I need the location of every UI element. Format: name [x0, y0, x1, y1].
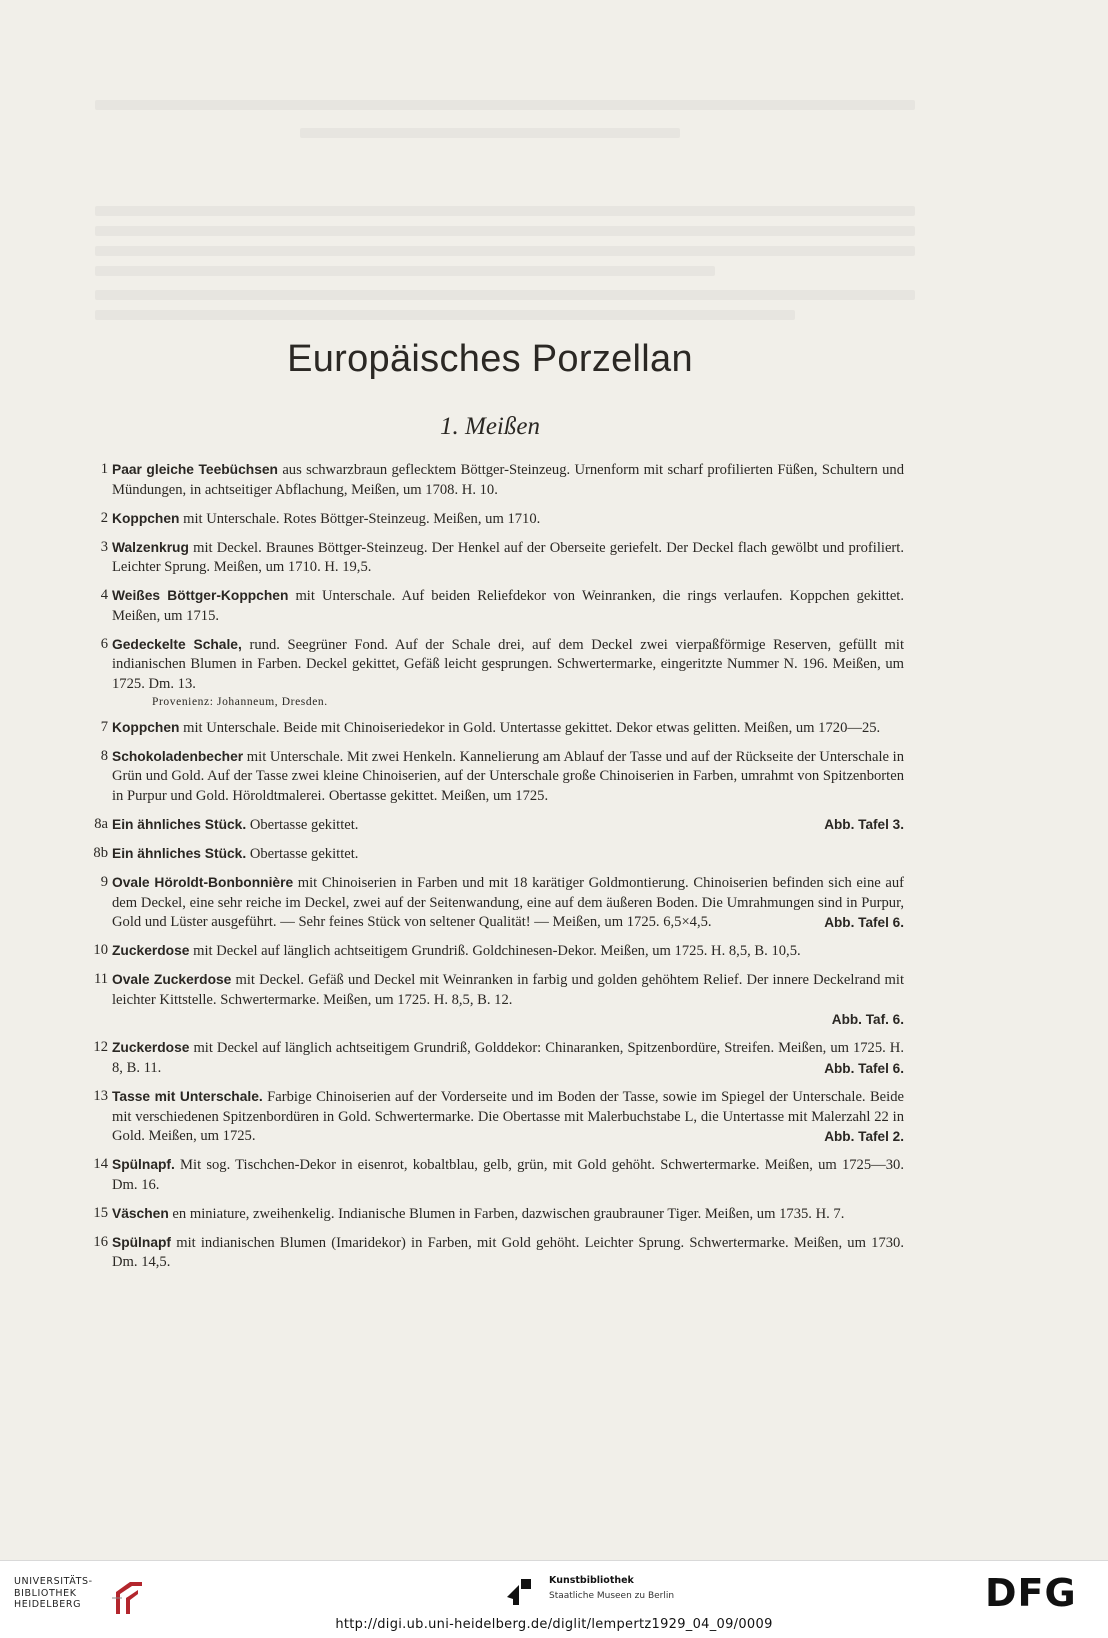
bleed-through [95, 226, 915, 236]
bleed-through [95, 290, 915, 300]
entry-number: 2 [100, 509, 108, 526]
bleed-through [300, 128, 680, 138]
entry-number: 11 [93, 971, 108, 988]
entry-number: 8a [94, 816, 108, 833]
entry-number: 14 [93, 1156, 108, 1173]
entry-description: aus schwarzbraun geflecktem Böttger-Steinzeug. Urnenform mit scharf profilierten Füßen, Schultern und Mündungen, in achtseitiger Abflachung, Meißen, um 1708. H. 10. [112, 462, 905, 498]
catalog-entry [86, 844, 904, 865]
plate-reference: Abb. Tafel 3. [824, 817, 904, 833]
entry-number: 9 [100, 874, 108, 891]
entry-description: mit Unterschale. Rotes Böttger-Steinzeug. Meißen, um 1710. [179, 510, 541, 527]
entry-number: 12 [93, 1039, 108, 1056]
catalog-entry [86, 635, 904, 710]
entry-heading: Weißes Böttger-Koppchen [112, 588, 289, 604]
entry-description: mit Deckel auf länglich achtseitigem Grundriß. Goldchinesen-Dekor. Meißen, um 1725. H. 8,5, B. 10,5. [189, 943, 801, 960]
entry-heading: Ein ähnliches Stück. [112, 846, 247, 862]
bleed-through [95, 100, 915, 110]
entry-number: 15 [93, 1204, 108, 1221]
catalog-entry [86, 941, 904, 962]
entry-heading: Spülnapf. [112, 1157, 175, 1173]
entry-heading: Spülnapf [112, 1234, 172, 1250]
catalog-entry [86, 1204, 904, 1225]
entry-heading: Paar gleiche Teebüchsen [112, 462, 278, 477]
entry-number: 13 [93, 1087, 108, 1104]
entry-heading: Schokoladenbecher [112, 748, 244, 764]
plate-reference: Abb. Tafel 6. [824, 1060, 904, 1076]
entry-heading: Walzenkrug [112, 539, 189, 555]
catalog-entry [86, 586, 904, 626]
entry-description: Mit sog. Tischchen-Dekor in eisenrot, kobaltblau, gelb, grün, mit Gold gehöht. Schwertermarke. Meißen, um 1725—30. Dm. 16. [112, 1157, 904, 1193]
plate-reference: Abb. Tafel 2. [824, 1129, 904, 1145]
section-heading: 1. Meißen [440, 413, 540, 440]
entry-number: 7 [100, 718, 108, 735]
entry-description: mit Deckel. Gefäß und Deckel mit Weinranken in farbig und golden gehöhtem Relief. Der innere Deckelrand mit leichter Kittstelle. Schwertermarke. Meißen, um 1725. H. 8,5, B. 12. [112, 972, 904, 1008]
entry-description: rund. Seegrüner Fond. Auf der Schale drei, auf dem Deckel zwei vierpaßförmige Reserven, gefüllt mit indianischen Blumen in Farben. Deckel gekittet, Gefäß leicht gesprungen. Schwertermarke, eingeritzte Nummer N. 196. Meißen, um 1725. Dm. 13. [112, 636, 905, 692]
bleed-through [95, 246, 915, 256]
entry-heading: Ovale Höroldt-Bonbonnière [112, 875, 294, 891]
entry-description: mit Deckel. Braunes Böttger-Steinzeug. Der Henkel auf der Oberseite geriefelt. Der Deckel flach gewölbt und profiliert. Leichter Sprung. Meißen, um 1710. H. 19,5. [112, 539, 904, 576]
entry-description: Obertasse gekittet. [246, 817, 359, 834]
entry-description: Farbige Chinoiserien auf der Vorderseite und im Boden der Tasse, sowie im Spiegel der Unterschale. Beide mit verschiedenen Spitzenbordüren in Gold. Schwertermarke. Die Obertasse mit Malerbuchstabe L, die Untertasse mit Malerzahl 22 in Gold. Meißen, um 1725. [112, 1088, 904, 1145]
entry-number: 10 [93, 942, 108, 959]
catalog-entry [86, 970, 904, 1030]
university-mark-icon [112, 1578, 146, 1618]
entry-heading: Ovale Zuckerdose [112, 972, 232, 988]
catalog-entry [86, 509, 904, 530]
bleed-through [95, 206, 915, 216]
kunstbibliothek-mark-icon [505, 1577, 535, 1607]
entry-number: 8b [93, 845, 108, 862]
catalog-entry [86, 1038, 904, 1078]
kunstbibliothek-logo[interactable] [505, 1571, 705, 1611]
entry-heading: Koppchen [112, 510, 180, 526]
catalog-entry [86, 460, 904, 500]
catalog-entries [86, 460, 904, 1281]
dfg-logo[interactable]: DFG [985, 1571, 1077, 1615]
entry-number: 1 [100, 461, 108, 477]
catalog-entry [86, 538, 904, 578]
page-url[interactable]: http://digi.ub.uni-heidelberg.de/diglit/lempertz1929_04_09/0009 [335, 1617, 773, 1632]
entry-number: 8 [100, 747, 108, 764]
kunstbibliothek-name: Kunstbibliothek [549, 1575, 634, 1586]
digitization-footer [0, 1560, 1108, 1638]
entry-description: mit Chinoiserien in Farben und mit 18 karätiger Goldmontierung. Chinoiserien befinden sich eine auf dem Deckel, eine sehr reiche im Deckel, zwei auf der Seitenwandung, eine auf dem äußeren Boden. Die Umrahmungen sind in Purpur, Gold und Lüster ausgeführt. — Sehr feines Stück von seltener Qualität! — Meißen, um 1725. 6,5×4,5. [112, 875, 904, 931]
entry-number: 6 [100, 635, 108, 652]
catalog-entry [86, 815, 904, 836]
entry-description: Obertasse gekittet. [246, 846, 359, 863]
entry-heading: Zuckerdose [112, 1040, 190, 1056]
entry-number: 4 [100, 587, 108, 604]
entry-heading: Zuckerdose [112, 943, 190, 959]
entry-heading: Ein ähnliches Stück. [112, 817, 247, 833]
entry-heading: Väschen [112, 1205, 169, 1221]
catalog-entry [86, 873, 904, 933]
kunstbibliothek-subtitle: Staatliche Museen zu Berlin [549, 1591, 675, 1601]
entry-description: mit indianischen Blumen (Imaridekor) in Farben, mit Gold gehöht. Leichter Sprung. Schwertermarke. Meißen, um 1730. Dm. 14,5. [112, 1234, 904, 1271]
catalog-entry [86, 747, 904, 807]
plate-reference: Abb. Taf. 6. [831, 1012, 904, 1028]
provenance-note: Provenienz: Johanneum, Dresden. [152, 695, 328, 708]
entry-heading: Tasse mit Unterschale. [112, 1088, 263, 1104]
uni-line: UNIVERSITÄTS- [14, 1576, 93, 1587]
entry-description: mit Unterschale. Mit zwei Henkeln. Kannelierung am Ablauf der Tasse und auf der Rückseite der Unterschale in Grün und Gold. Auf der Tasse zwei kleine Chinoiserien, auf der Unterschale große Chinoiserien in Farben, umrahmt von Spitzenborten in Purpur und Gold. Höroldtmalerei. Obertasse gekittet. Meißen, um 1725. [112, 748, 904, 805]
catalog-entry [86, 1155, 904, 1195]
university-library-name [14, 1576, 93, 1611]
uni-line: HEIDELBERG [14, 1599, 82, 1610]
entry-number: 16 [93, 1233, 108, 1250]
page-title: Europäisches Porzellan [287, 338, 693, 380]
catalog-entry [86, 1233, 904, 1273]
bleed-through [95, 266, 715, 276]
entry-heading: Koppchen [112, 719, 180, 735]
university-library-logo[interactable] [14, 1576, 144, 1622]
entry-description: mit Unterschale. Auf beiden Reliefdekor von Weinranken, die rings verlaufen. Koppchen gekittet. Meißen, um 1715. [112, 588, 905, 624]
uni-line: BIBLIOTHEK [14, 1587, 77, 1599]
bleed-through [95, 310, 795, 320]
entry-description: en miniature, zweihenkelig. Indianische Blumen in Farben, dazwischen graubrauner Tiger. Meißen, um 1735. H. 7. [168, 1205, 845, 1222]
entry-heading: Gedeckelte Schale, [112, 636, 242, 652]
catalog-entry [86, 1087, 904, 1147]
catalog-entry [86, 718, 904, 739]
entry-description: mit Unterschale. Beide mit Chinoiseriedekor in Gold. Untertasse gekittet. Dekor etwas gelitten. Meißen, um 1720—25. [179, 719, 881, 736]
entry-number: 3 [100, 538, 108, 555]
plate-reference: Abb. Tafel 6. [824, 915, 904, 931]
entry-description: mit Deckel auf länglich achtseitigem Grundriß, Golddekor: Chinaranken, Spitzenbordüre, Streifen. Meißen, um 1725. H. 8, B. 11. [112, 1040, 904, 1076]
